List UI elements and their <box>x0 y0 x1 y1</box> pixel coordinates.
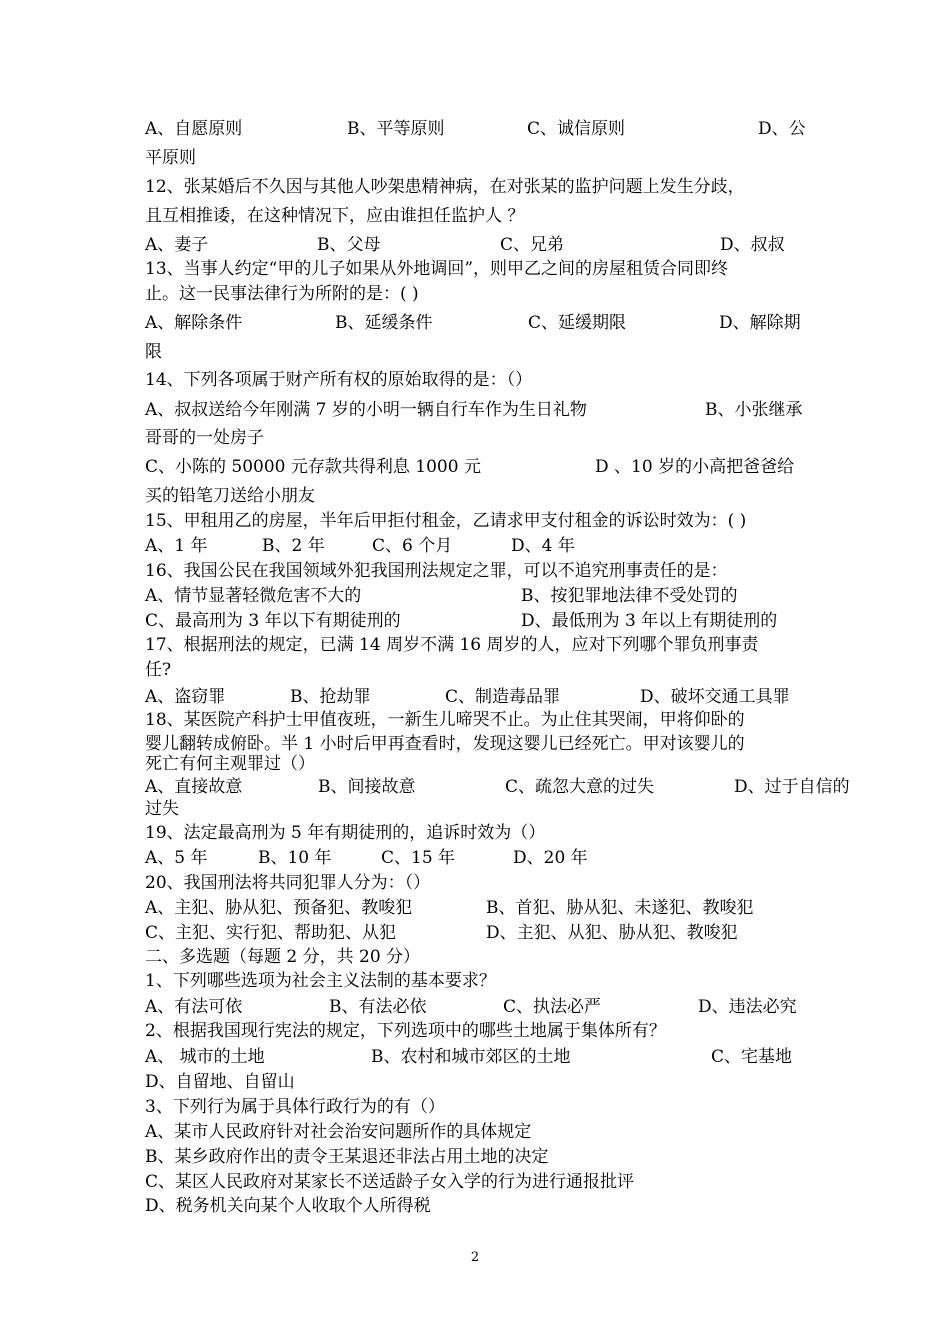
option-a: A、盗窃罪 <box>145 687 226 707</box>
mc-question-1: 1、下列哪些选项为社会主义法制的基本要求？ <box>145 971 496 991</box>
option-b: B、10 年 <box>258 848 332 868</box>
option-d: D、4 年 <box>511 536 575 556</box>
text-line: 任? <box>145 660 172 680</box>
section-heading: 二、多选题（每题 2 分，共 20 分） <box>145 947 421 967</box>
option-d: D 、10 岁的小高把爸爸给 <box>595 457 795 477</box>
option-d: D、破坏交通工具罪 <box>640 687 790 707</box>
option-b: B、2 年 <box>262 536 325 556</box>
option-a: A、叔叔送给今年刚满 7 岁的小明一辆自行车作为生日礼物 <box>145 400 587 420</box>
option-d: D、主犯、从犯、胁从犯、教唆犯 <box>486 923 738 943</box>
question-17: 17、根据刑法的规定，已满 14 周岁不满 16 周岁的人，应对下列哪个罪负刑事责 <box>145 635 759 655</box>
question-16: 16、我国公民在我国领域外犯我国刑法规定之罪，可以不追究刑事责任的是： <box>145 561 728 581</box>
question-19: 19、法定最高刑为 5 年有期徒刑的，追诉时效为（） <box>145 823 546 843</box>
text-line: 且互相推诿，在这种情况下，应由谁担任监护人 ？ <box>145 206 525 226</box>
question-20: 20、我国刑法将共同犯罪人分为：（） <box>145 873 431 893</box>
text-line: 限 <box>145 342 162 362</box>
option-c: C、疏忽大意的过失 <box>505 777 655 797</box>
text-line: 过失 <box>145 799 179 819</box>
option-a: A、直接故意 <box>145 777 243 797</box>
option-c: C、6 个月 <box>372 536 453 556</box>
option-c: C、执法必严 <box>503 997 602 1017</box>
option-c: C、延缓期限 <box>528 313 627 333</box>
page-number: 2 <box>470 1250 480 1265</box>
option-a: A、有法可依 <box>145 997 243 1017</box>
option-d: D、20 年 <box>513 848 588 868</box>
option-a: A、5 年 <box>145 848 208 868</box>
option-d: D、过于自信的 <box>734 777 850 797</box>
option-c: C、小陈的 50000 元存款共得利息 1000 元 <box>145 457 481 477</box>
option-b: B、延缓条件 <box>335 313 433 333</box>
option-a: A、 城市的土地 <box>145 1047 265 1067</box>
option-c: C、主犯、实行犯、帮助犯、从犯 <box>145 923 397 943</box>
option-c: C、制造毒品罪 <box>445 687 561 707</box>
option-c: C、诚信原则 <box>527 119 626 139</box>
mc2-option-d: D、自留地、自留山 <box>145 1072 295 1092</box>
option-b: B、间接故意 <box>318 777 416 797</box>
option-d: D、叔叔 <box>720 235 785 255</box>
option-a: A、妻子 <box>145 235 209 255</box>
text-line: 哥哥的一处房子 <box>145 428 264 448</box>
option-c: C、宅基地 <box>711 1047 793 1067</box>
question-13: 13、当事人约定“甲的儿子如果从外地调回”，则甲乙之间的房屋租赁合同即终 <box>145 259 729 279</box>
option-b: B、首犯、胁从犯、未遂犯、教唆犯 <box>486 898 754 918</box>
mc3-option-c: C、某区人民政府对某家长不送适龄子女入学的行为进行通报批评 <box>145 1172 635 1192</box>
option-c: C、兄弟 <box>500 235 565 255</box>
option-d: D、违法必究 <box>698 997 797 1017</box>
text-line: 平原则 <box>145 148 196 168</box>
option-c: C、15 年 <box>381 848 456 868</box>
option-d: D、公 <box>758 119 806 139</box>
option-a: A、情节显著轻微危害不大的 <box>145 586 362 606</box>
text-line: 止。这一民事法律行为所附的是：( ) <box>145 284 419 304</box>
option-b: B、有法必依 <box>329 997 427 1017</box>
option-b: B、平等原则 <box>347 119 445 139</box>
option-a: A、自愿原则 <box>145 119 243 139</box>
question-12: 12、张某婚后不久因与其他人吵架患精神病，在对张某的监护问题上发生分歧， <box>145 177 745 197</box>
mc-question-3: 3、下列行为属于具体行政行为的有（） <box>145 1097 445 1117</box>
mc-question-2: 2、根据我国现行宪法的规定，下列选项中的哪些土地属于集体所有？ <box>145 1021 666 1041</box>
option-d: D、解除期 <box>719 313 801 333</box>
option-b: B、按犯罪地法律不受处罚的 <box>521 586 738 606</box>
option-a: A、主犯、胁从犯、预备犯、教唆犯 <box>145 898 413 918</box>
option-d: D、最低刑为 3 年以上有期徒刑的 <box>521 611 778 631</box>
option-a: A、1 年 <box>145 536 208 556</box>
option-b: B、父母 <box>317 235 381 255</box>
question-15: 15、甲租用乙的房屋，半年后甲拒付租金，乙请求甲支付租金的诉讼时效为：( ) <box>145 511 747 531</box>
mc3-option-b: B、某乡政府作出的责令王某退还非法占用土地的决定 <box>145 1147 549 1167</box>
text-line: 买的铅笔刀送给小朋友 <box>145 486 315 506</box>
option-c: C、最高刑为 3 年以下有期徒刑的 <box>145 611 401 631</box>
text-line: 婴儿翻转成俯卧。半 1 小时后甲再查看时，发现这婴儿已经死亡。甲对该婴儿的 <box>145 734 745 754</box>
option-a: A、解除条件 <box>145 313 243 333</box>
question-14: 14、下列各项属于财产所有权的原始取得的是：（） <box>145 370 533 390</box>
text-line: 死亡有何主观罪过（） <box>145 754 315 774</box>
question-18: 18、某医院产科护士甲值夜班，一新生儿啼哭不止。为止住其哭闹，甲将仰卧的 <box>145 710 745 730</box>
mc3-option-d: D、税务机关向某个人收取个人所得税 <box>145 1196 431 1216</box>
mc3-option-a: A、某市人民政府针对社会治安问题所作的具体规定 <box>145 1122 532 1142</box>
option-b: B、农村和城市郊区的土地 <box>371 1047 571 1067</box>
option-b: B、小张继承 <box>705 400 803 420</box>
option-b: B、抢劫罪 <box>290 687 371 707</box>
